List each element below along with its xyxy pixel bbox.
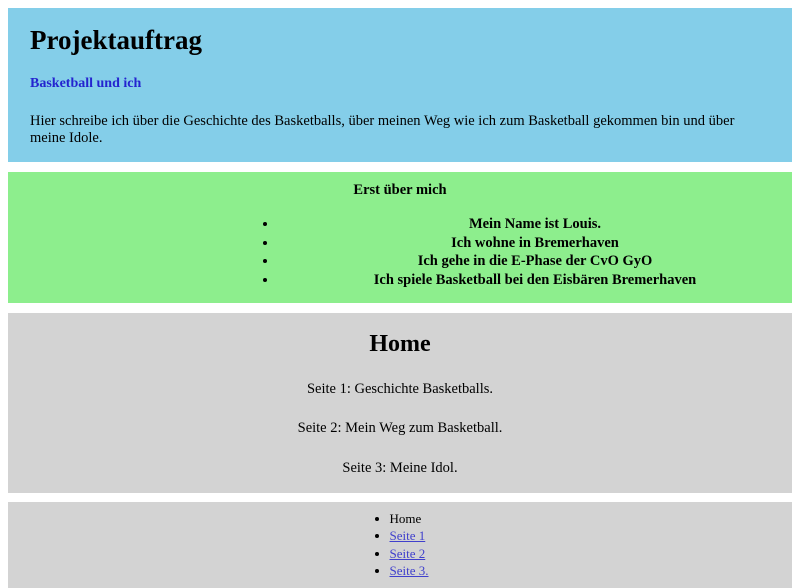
intro-section <box>8 8 792 162</box>
list-item: • Mein Name ist Louis. <box>278 215 792 234</box>
page-title: Projektauftrag <box>30 25 202 55</box>
nav-item-seite-3[interactable] <box>390 562 429 579</box>
about-section <box>8 172 792 304</box>
list-item: • Ich gehe in die E-Phase der CvO GyO <box>278 252 792 271</box>
list-item: • Ich wohne in Bremerhaven <box>278 234 792 253</box>
page-wrapper <box>8 8 792 588</box>
site-navigation <box>8 502 792 587</box>
home-line-seite-2: Seite 2: Mein Weg zum Basketball. <box>297 420 503 437</box>
home-line-seite-3: Seite 3: Meine Idol. <box>342 459 458 476</box>
nav-link-seite-2[interactable]: Seite 2 <box>389 545 426 561</box>
nav-link-seite-1[interactable]: Seite 1 <box>389 528 426 544</box>
home-section <box>8 313 792 493</box>
nav-item-seite-1[interactable] <box>390 527 429 544</box>
list-item: • Ich spiele Basketball bei den Eisbären Bremerhaven <box>278 271 792 290</box>
about-heading: Erst über mich <box>353 181 447 198</box>
nav-list <box>372 510 429 579</box>
nav-link-seite-3[interactable]: Seite 3. <box>389 562 429 578</box>
nav-item-home <box>390 510 429 527</box>
nav-item-seite-2[interactable] <box>390 545 429 562</box>
home-heading: Home <box>369 331 431 358</box>
intro-paragraph: Hier schreibe ich über die Geschichte des Basketballs, über meinen Weg wie ich zum Basketball gekommen bin und über meine Idole. <box>30 113 735 147</box>
home-line-seite-1: Seite 1: Geschichte Basketballs. <box>306 381 494 398</box>
about-list <box>8 215 792 289</box>
nav-label-home: Home <box>389 511 422 527</box>
page-subtitle: Basketball und ich <box>30 75 142 91</box>
